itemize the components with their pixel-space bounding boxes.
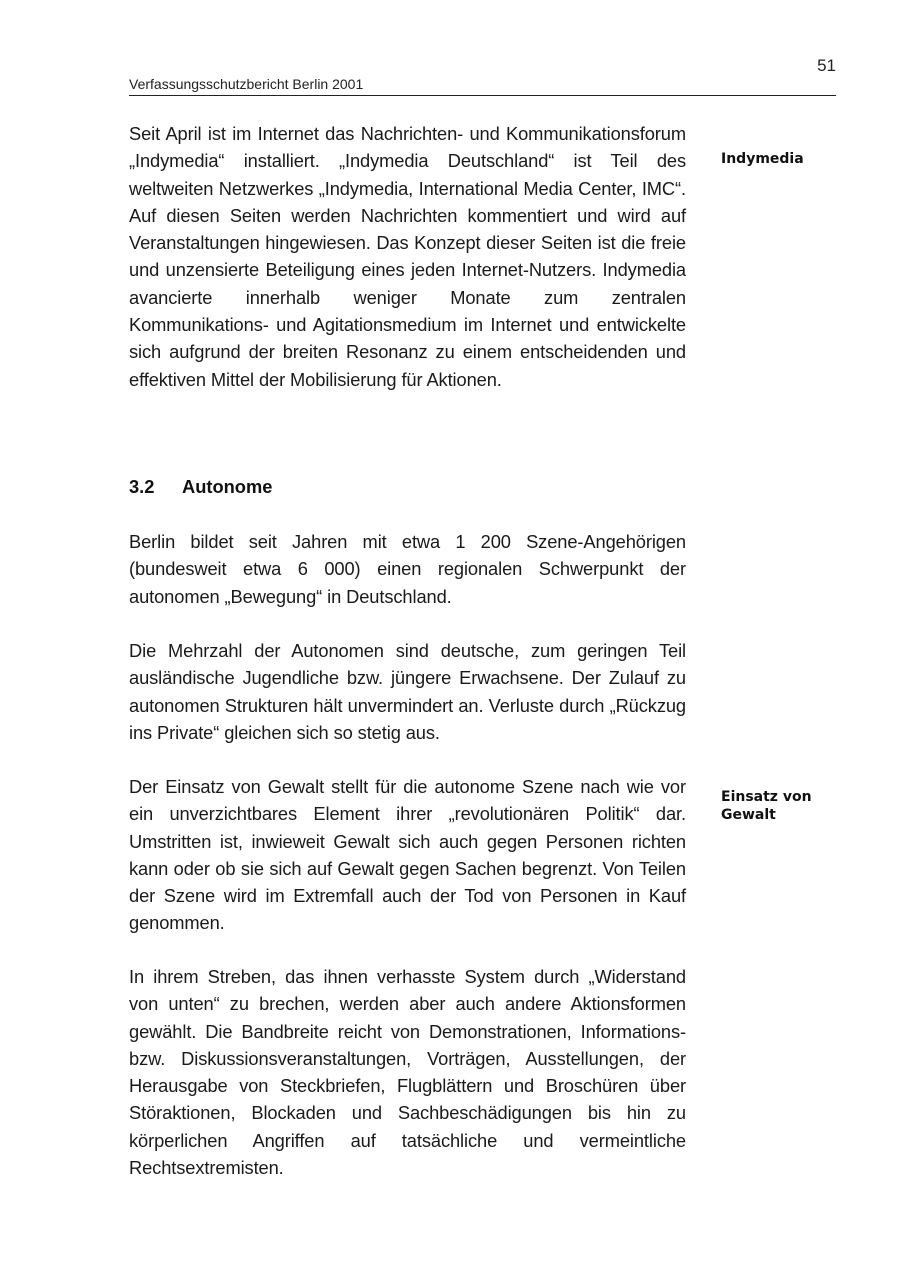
section-number: 3.2 [129, 476, 155, 497]
page-number: 51 [817, 56, 836, 75]
paragraph-indymedia [129, 120, 686, 393]
paragraph-text: Der Einsatz von Gewalt stellt für die autonome Szene nach wie vor ein unverzichtbares Element ihrer „revolutionären Politik“ dar. Umstritten ist, inwieweit Gewalt sich auch gegen Personen richten kann oder ob sie sich auf Gewalt gegen Sachen begrenzt. Von Teilen der Szene wird im Extremfall auch der Tod von Personen in Kauf genommen. [129, 776, 686, 934]
paragraph-text: Berlin bildet seit Jahren mit etwa 1 200 Szene-Angehörigen (bundesweit etwa 6 000) einen regionalen Schwerpunkt der autonomen „Bewegung“ in Deutschland. [129, 531, 686, 607]
paragraph-gewalt [129, 773, 686, 937]
margin-note-einsatz-von-gewalt: Einsatz von Gewalt [721, 789, 812, 823]
paragraph-mehrzahl [129, 637, 686, 746]
margin-note-indymedia: Indymedia [721, 151, 804, 167]
paragraph-text: In ihrem Streben, das ihnen verhasste System durch „Widerstand von unten“ zu brechen, werden aber auch andere Aktionsformen gewählt. Die Bandbreite reicht von Demonstrationen, Informations- bzw. Diskussionsveranstaltungen, Vorträgen, Ausstellungen, der Herausgabe von Steckbriefen, Flugblättern und Broschüren über Störaktionen, Blockaden und Sachbeschädigungen bis hin zu körperlichen Angriffen auf tatsächliche und vermeintliche Rechtsextremisten. [129, 966, 686, 1179]
paragraph-berlin [129, 528, 686, 610]
paragraph-text: Seit April ist im Internet das Nachrichten- und Kommunikationsforum „Indymedia“ installiert. „Indymedia Deutschland“ ist Teil des weltweiten Netzwerkes „Indymedia, International Media Center, IMC“. Auf diesen Seiten werden Nachrichten kommentiert und wird auf Veranstaltungen hingewiesen. Das Konzept dieser Seiten ist die freie und unzensierte Beteiligung eines jeden Internet-Nutzers. Indymedia avancierte innerhalb weniger Monate zum zentralen Kommunikations- und Agitationsmedium im Internet und entwickelte sich aufgrund der breiten Resonanz zu einem entscheidenden und effektiven Mittel der Mobilisierung für Aktionen. [129, 123, 686, 390]
section-title: Autonome [182, 476, 273, 497]
section-heading [129, 476, 272, 498]
paragraph-streben [129, 963, 686, 1181]
paragraph-text: Die Mehrzahl der Autonomen sind deutsche, zum geringen Teil ausländische Jugendliche bzw. jüngere Erwachsene. Der Zulauf zu autonomen Strukturen hält unvermindert an. Verluste durch „Rückzug ins Private“ gleichen sich so stetig aus. [129, 640, 686, 743]
running-header: Verfassungsschutzbericht Berlin 2001 [129, 76, 836, 96]
